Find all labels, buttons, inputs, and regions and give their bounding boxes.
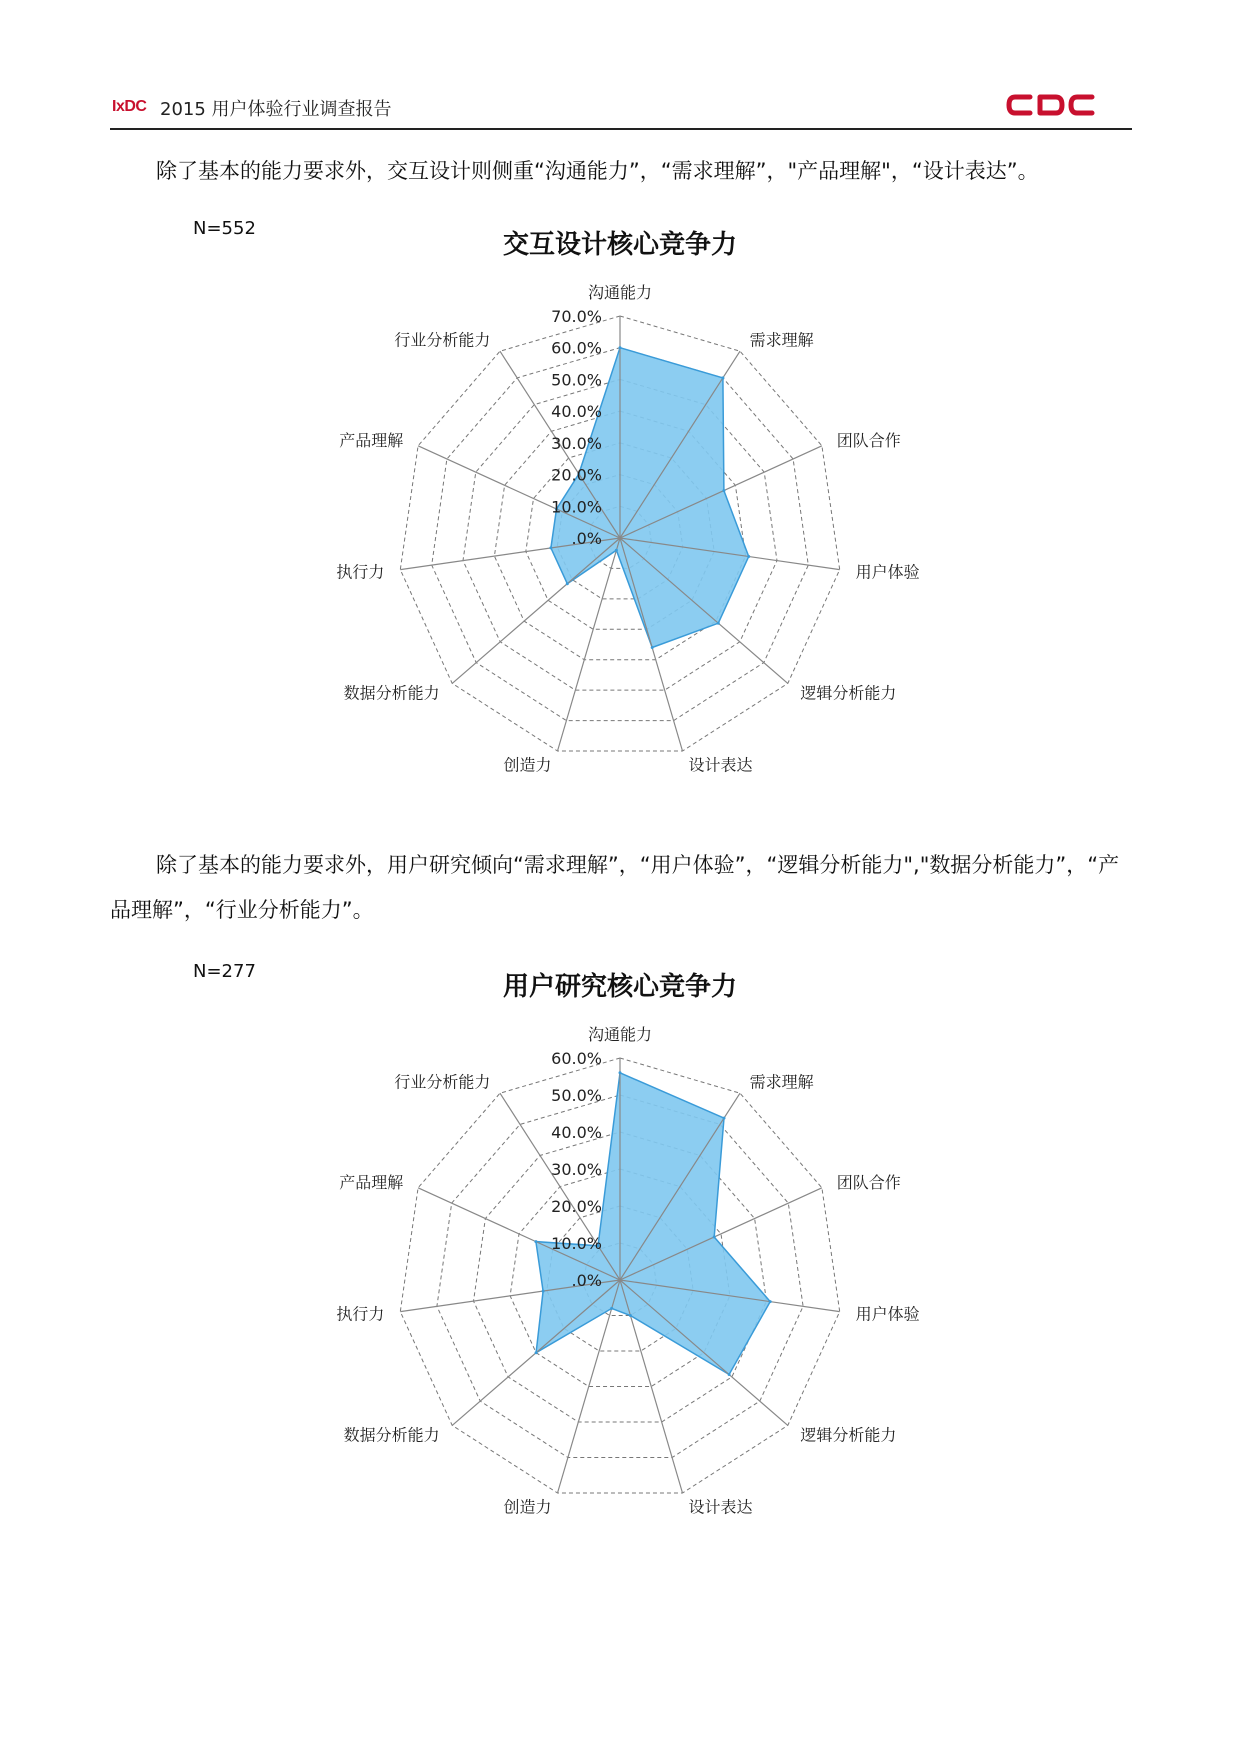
radar-data-point [769,1300,772,1303]
radar-tick-label: 40.0% [551,402,602,422]
radar-data-point [747,555,750,558]
radar-category-label: 团队合作 [836,431,901,450]
radar-data-point [629,1314,632,1317]
radar-category-label: 执行力 [336,562,385,582]
radar-tick-label: 10.0% [551,497,602,517]
radar-category-label: 数据分析能力 [343,683,440,703]
radar-category-label: 行业分析能力 [394,330,491,350]
radar-data-point [542,1290,545,1293]
radar-category-label: 行业分析能力 [394,1072,491,1092]
radar-category-label: 创造力 [503,755,552,775]
radar-tick-label: 60.0% [551,338,602,358]
radar-category-label: 数据分析能力 [343,1425,440,1445]
radar-category-label: 用户体验 [855,562,920,582]
radar-category-label: 需求理解 [749,1072,814,1092]
radar-tick-label: 20.0% [551,1197,602,1216]
radar-spoke [452,538,620,683]
chart-title: 用户研究核心竞争力 [502,972,737,1002]
radar-category-label: 产品理解 [339,431,404,450]
radar-tick-label: 70.0% [551,307,602,326]
ixdc-logo: IxDC [112,98,147,115]
radar-category-label: 设计表达 [688,1497,753,1517]
paragraph-user-research: 除了基本的能力要求外，用户研究倾向“需求理解”，“用户体验”，“逻辑分析能力","数据分析能力”，“产品理解”，“行业分析能力”。 [110,853,1120,922]
report-title: 2015 用户体验行业调查报告 [160,99,392,120]
radar-tick-label: 40.0% [551,1123,602,1142]
radar-category-label: 需求理解 [749,330,814,350]
radar-category-label: 沟通能力 [587,1025,653,1044]
sample-size-label: N=552 [193,218,256,239]
sample-size-label: N=277 [193,961,256,982]
radar-data-point [566,582,569,585]
radar-category-label: 设计表达 [688,755,753,775]
radar-tick-label: .0% [571,1271,602,1290]
radar-category-label: 团队合作 [836,1173,901,1192]
radar-data-point [610,1307,613,1310]
radar-data-point [717,622,720,625]
radar-data-point [728,1373,731,1376]
radar-category-label: 执行力 [336,1304,385,1324]
radar-tick-label: 10.0% [551,1234,602,1253]
radar-data-point [619,1071,622,1074]
radar-tick-label: 30.0% [551,433,602,453]
radar-category-label: 逻辑分析能力 [800,683,897,703]
radar-data-point [615,549,618,552]
radar-data-point [721,376,724,379]
radar-category-label: 创造力 [503,1497,552,1517]
radar-data-point [722,489,725,492]
radar-data-point [534,1240,537,1243]
radar-series-area [536,1073,770,1375]
radar-tick-label: 20.0% [551,465,602,485]
radar-category-label: 沟通能力 [587,283,653,302]
radar-tick-label: .0% [571,529,602,548]
radar-data-point [713,1236,716,1239]
radar-tick-label: 50.0% [551,1086,602,1105]
radar-category-label: 逻辑分析能力 [800,1425,897,1445]
radar-category-label: 产品理解 [339,1173,404,1192]
radar-tick-label: 30.0% [551,1160,602,1179]
radar-category-label: 用户体验 [855,1304,920,1324]
radar-data-point [549,546,552,549]
radar-data-point [535,1351,538,1354]
radar-tick-label: 50.0% [551,370,602,390]
radar-data-point [651,646,654,649]
radar-tick-label: 60.0% [551,1049,602,1068]
paragraph-interaction-design: 除了基本的能力要求外，交互设计则侧重“沟通能力”，“需求理解”，"产品理解"，“设计表达”。 [156,159,1039,183]
chart-title: 交互设计核心竞争力 [502,230,737,260]
radar-data-point [619,346,622,349]
radar-data-point [723,1117,726,1120]
